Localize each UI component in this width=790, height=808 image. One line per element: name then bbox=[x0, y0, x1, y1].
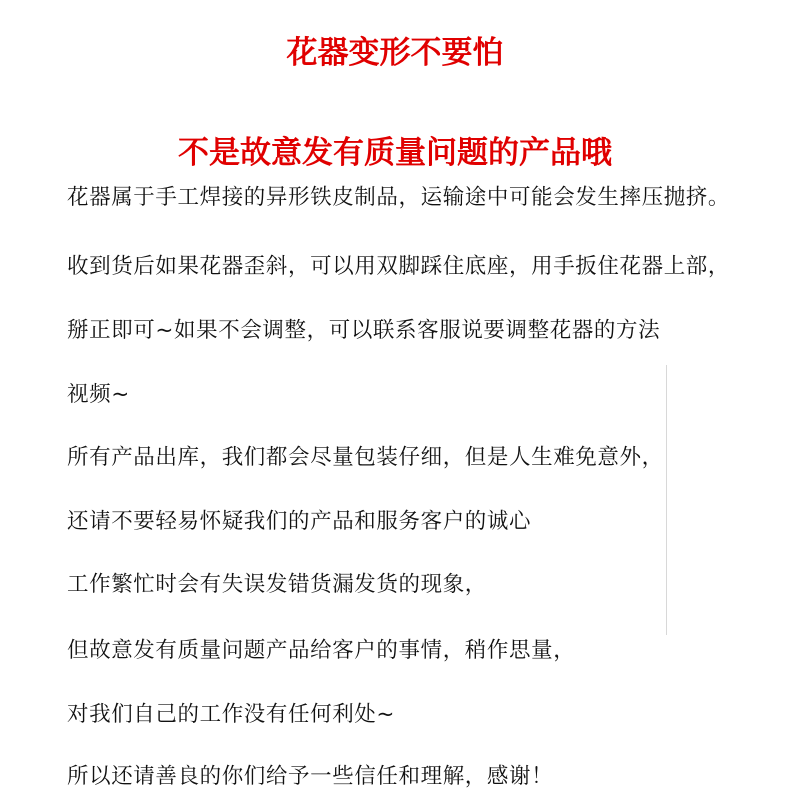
notice-line-8: 但故意发有质量问题产品给客户的事情，稍作思量， bbox=[67, 638, 576, 663]
notice-line-1: 花器属于手工焊接的异形铁皮制品，运输途中可能会发生摔压抛挤。 bbox=[67, 185, 731, 210]
notice-line-10: 所以还请善良的你们给予一些信任和理解，感谢！ bbox=[67, 764, 554, 789]
notice-line-2: 收到货后如果花器歪斜，可以用双脚踩住底座，用手扳住花器上部， bbox=[67, 254, 731, 279]
notice-line-4: 视频~ bbox=[67, 382, 130, 407]
notice-line-9: 对我们自己的工作没有任何利处~ bbox=[67, 702, 396, 727]
notice-title: 花器变形不要怕 bbox=[286, 34, 504, 71]
notice-line-5: 所有产品出库，我们都会尽量包装仔细，但是人生难免意外， bbox=[67, 445, 664, 470]
vertical-divider-line bbox=[666, 365, 667, 635]
notice-line-6: 还请不要轻易怀疑我们的产品和服务客户的诚心 bbox=[67, 509, 532, 534]
notice-line-3: 掰正即可~如果不会调整，可以联系客服说要调整花器的方法 bbox=[67, 318, 661, 343]
notice-subtitle: 不是故意发有质量问题的产品哦 bbox=[178, 134, 612, 171]
notice-line-7: 工作繁忙时会有失误发错货漏发货的现象， bbox=[67, 572, 487, 597]
